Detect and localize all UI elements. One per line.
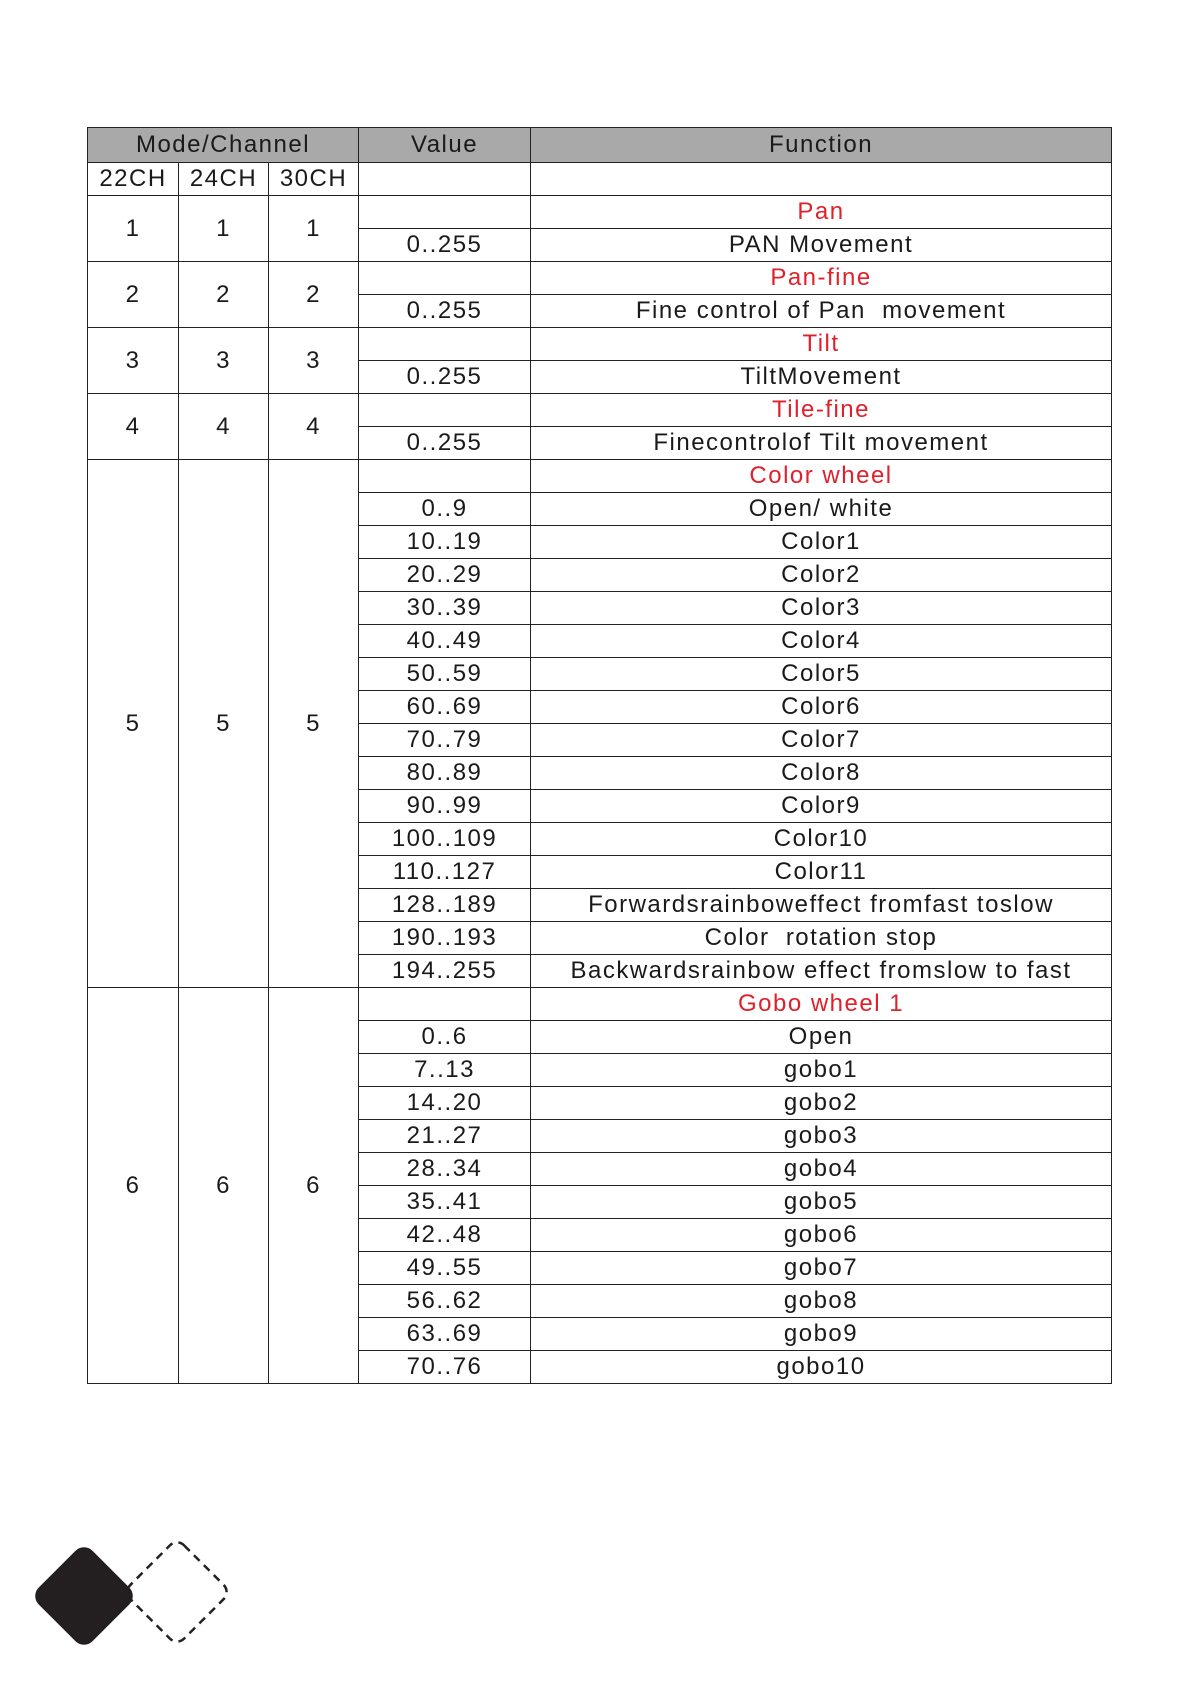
value-cell: 128..189 [359,889,531,922]
function-cell: Color8 [531,757,1112,790]
value-cell: 28..34 [359,1153,531,1186]
function-cell: TiltMovement [531,361,1112,394]
value-cell: 10..19 [359,526,531,559]
function-cell: Color5 [531,658,1112,691]
function-cell: Color3 [531,592,1112,625]
function-cell: Fine control of Pan movement [531,295,1112,328]
value-cell: 0..255 [359,427,531,460]
value-cell: 7..13 [359,1054,531,1087]
function-cell: Color11 [531,856,1112,889]
channel-number: 2 [179,262,269,328]
value-cell: 110..127 [359,856,531,889]
value-cell: 80..89 [359,757,531,790]
empty-value [359,460,531,493]
function-cell: gobo9 [531,1318,1112,1351]
function-cell: Color6 [531,691,1112,724]
mode-24ch: 24CH [179,163,269,196]
value-cell: 0..255 [359,361,531,394]
channel-number: 6 [179,988,269,1384]
value-cell: 56..62 [359,1285,531,1318]
channel-title-row [88,460,1112,493]
empty-cell [531,163,1112,196]
value-cell: 20..29 [359,559,531,592]
value-cell: 194..255 [359,955,531,988]
channel-number: 3 [179,328,269,394]
channel-title: Gobo wheel 1 [531,988,1112,1021]
function-header: Function [531,128,1112,163]
function-cell: Color1 [531,526,1112,559]
channel-number: 6 [88,988,179,1384]
logo-diamonds-icon [28,1540,228,1660]
channel-number: 4 [179,394,269,460]
channel-title: Pan [531,196,1112,229]
channel-title: Tilt [531,328,1112,361]
value-cell: 63..69 [359,1318,531,1351]
value-header: Value [359,128,531,163]
channel-number: 3 [88,328,179,394]
channel-number: 4 [88,394,179,460]
channel-number: 2 [88,262,179,328]
value-cell: 0..255 [359,229,531,262]
function-cell: Open/ white [531,493,1112,526]
channel-number: 6 [269,988,359,1384]
value-cell: 60..69 [359,691,531,724]
value-cell: 70..76 [359,1351,531,1384]
function-cell: Backwardsrainbow effect fromslow to fast [531,955,1112,988]
dmx-channel-table [87,127,1112,1384]
function-cell: gobo10 [531,1351,1112,1384]
function-cell: gobo7 [531,1252,1112,1285]
channel-number: 5 [88,460,179,988]
value-cell: 70..79 [359,724,531,757]
value-cell: 21..27 [359,1120,531,1153]
value-cell: 40..49 [359,625,531,658]
value-cell: 30..39 [359,592,531,625]
function-cell: gobo8 [531,1285,1112,1318]
channel-title: Pan-fine [531,262,1112,295]
mode-22ch: 22CH [88,163,179,196]
channel-number: 1 [88,196,179,262]
value-cell: 42..48 [359,1219,531,1252]
function-cell: Color7 [531,724,1112,757]
channel-title-row [88,262,1112,295]
function-cell: Finecontrolof Tilt movement [531,427,1112,460]
value-cell: 50..59 [359,658,531,691]
channel-title-row [88,328,1112,361]
value-cell: 35..41 [359,1186,531,1219]
empty-value [359,988,531,1021]
function-cell: gobo4 [531,1153,1112,1186]
channel-number: 1 [269,196,359,262]
empty-value [359,196,531,229]
value-cell: 0..9 [359,493,531,526]
function-cell: Color rotation stop [531,922,1112,955]
header-row [88,128,1112,163]
empty-cell [359,163,531,196]
channel-number: 3 [269,328,359,394]
value-cell: 90..99 [359,790,531,823]
channel-number: 2 [269,262,359,328]
value-cell: 0..255 [359,295,531,328]
function-cell: Color9 [531,790,1112,823]
channel-title-row [88,196,1112,229]
channel-title: Color wheel [531,460,1112,493]
value-cell: 100..109 [359,823,531,856]
function-cell: Forwardsrainboweffect fromfast toslow [531,889,1112,922]
function-cell: gobo3 [531,1120,1112,1153]
mode-row [88,163,1112,196]
channel-title: Tile-fine [531,394,1112,427]
channel-number: 5 [269,460,359,988]
mode-channel-header: Mode/Channel [88,128,359,163]
function-cell: gobo2 [531,1087,1112,1120]
channel-number: 4 [269,394,359,460]
function-cell: Color2 [531,559,1112,592]
function-cell: Color4 [531,625,1112,658]
value-cell: 190..193 [359,922,531,955]
channel-number: 5 [179,460,269,988]
function-cell: Color10 [531,823,1112,856]
channel-title-row [88,988,1112,1021]
function-cell: Open [531,1021,1112,1054]
function-cell: PAN Movement [531,229,1112,262]
function-cell: gobo1 [531,1054,1112,1087]
value-cell: 0..6 [359,1021,531,1054]
empty-value [359,328,531,361]
channel-title-row [88,394,1112,427]
value-cell: 49..55 [359,1252,531,1285]
function-cell: gobo6 [531,1219,1112,1252]
function-cell: gobo5 [531,1186,1112,1219]
mode-30ch: 30CH [269,163,359,196]
empty-value [359,394,531,427]
channel-number: 1 [179,196,269,262]
value-cell: 14..20 [359,1087,531,1120]
empty-value [359,262,531,295]
